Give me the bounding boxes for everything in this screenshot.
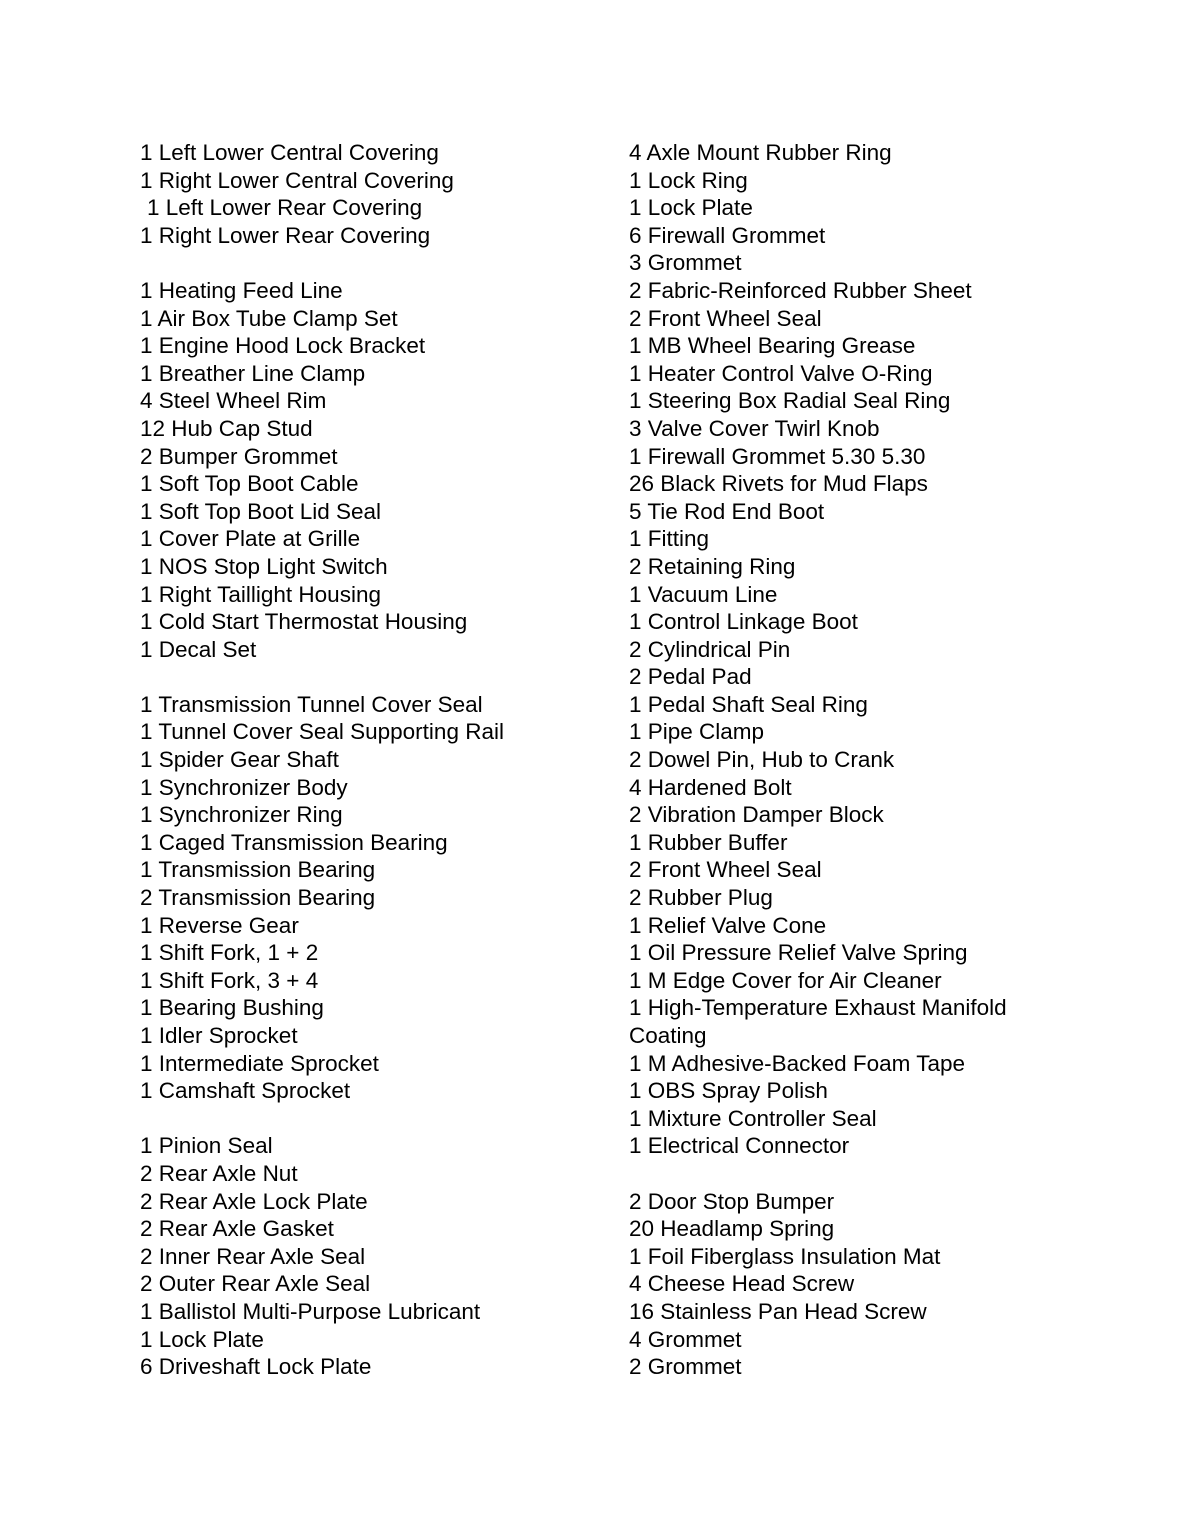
- parts-list-item: 1 Cover Plate at Grille: [140, 526, 361, 552]
- parts-list-item: 1 Tunnel Cover Seal Supporting Rail: [140, 719, 504, 745]
- section-spacer: [140, 663, 590, 691]
- parts-list-item: 1 Soft Top Boot Lid Seal: [140, 498, 382, 524]
- parts-list-item: 1 Transmission Bearing: [140, 857, 376, 883]
- parts-list-item: 1 Pedal Shaft Seal Ring: [629, 691, 868, 717]
- parts-list-item: 1 Transmission Tunnel Cover Seal: [140, 691, 483, 717]
- parts-list-item: 1 Ballistol Multi-Purpose Lubricant: [140, 1298, 481, 1324]
- parts-list-item: 1 Rubber Buffer: [629, 829, 788, 855]
- parts-list-item: 1 Reverse Gear: [140, 912, 299, 938]
- parts-list-item: 1 Fitting: [629, 526, 710, 552]
- parts-list-item: 1 Air Box Tube Clamp Set: [140, 305, 398, 331]
- parts-list-item: 2 Outer Rear Axle Seal: [140, 1271, 371, 1297]
- parts-list-item: 2 Rubber Plug: [629, 885, 773, 911]
- parts-list-item: 1 Right Lower Central Covering: [140, 167, 454, 193]
- parts-list-item: 1 M Adhesive-Backed Foam Tape: [629, 1050, 966, 1076]
- parts-list-item: 4 Axle Mount Rubber Ring: [629, 140, 892, 165]
- parts-list-item: 1 Soft Top Boot Cable: [140, 471, 359, 497]
- parts-list-item: 16 Stainless Pan Head Screw: [629, 1298, 927, 1324]
- parts-list-item: 1 OBS Spray Polish: [629, 1078, 828, 1104]
- parts-list-item: 1 M Edge Cover for Air Cleaner: [629, 967, 942, 993]
- parts-list-item: 1 Foil Fiberglass Insulation Mat: [629, 1243, 941, 1269]
- parts-list-item: 4 Hardened Bolt: [629, 774, 792, 800]
- parts-list-item: 1 Breather Line Clamp: [140, 360, 366, 386]
- parts-list-item: 1 Heater Control Valve O-Ring: [629, 360, 933, 386]
- parts-list-item: 2 Rear Axle Lock Plate: [140, 1188, 368, 1214]
- parts-list-item: 2 Rear Axle Gasket: [140, 1216, 334, 1242]
- parts-list-item: 2 Retaining Ring: [629, 553, 796, 579]
- section-spacer: [140, 1105, 590, 1133]
- parts-list-item: 1 Lock Plate: [629, 195, 753, 221]
- parts-list-item: 1 Left Lower Central Covering: [140, 140, 439, 165]
- parts-list-item: 1 Camshaft Sprocket: [140, 1078, 351, 1104]
- parts-list-item: 2 Transmission Bearing: [140, 885, 376, 911]
- parts-list-item: 2 Rear Axle Nut: [140, 1160, 298, 1186]
- parts-list-item: 1 Firewall Grommet 5.30 5.30: [629, 443, 926, 469]
- parts-list-item: 2 Fabric-Reinforced Rubber Sheet: [629, 277, 972, 303]
- parts-list-item: 6 Driveshaft Lock Plate: [140, 1354, 372, 1380]
- section-spacer: [140, 249, 590, 277]
- parts-list-item: 26 Black Rivets for Mud Flaps: [629, 471, 928, 497]
- parts-list-item: 1 Caged Transmission Bearing: [140, 829, 448, 855]
- parts-list-item: 2 Vibration Damper Block: [629, 802, 884, 828]
- parts-list-item: 1 Shift Fork, 1 + 2: [140, 940, 319, 966]
- parts-list-item: 1 Left Lower Rear Covering: [147, 195, 423, 221]
- parts-list-item: 1 Mixture Controller Seal: [629, 1105, 877, 1131]
- parts-list-item: 1 MB Wheel Bearing Grease: [629, 333, 916, 359]
- left-parts-column: [140, 139, 590, 1381]
- parts-list-item: 1 Heating Feed Line: [140, 277, 343, 303]
- parts-list-item: 2 Pedal Pad: [629, 664, 752, 690]
- parts-list-item: 2 Grommet: [629, 1354, 742, 1380]
- parts-list-item: 1 Spider Gear Shaft: [140, 747, 339, 773]
- parts-list-item: 1 Right Lower Rear Covering: [140, 222, 431, 248]
- parts-list-item: 2 Inner Rear Axle Seal: [140, 1243, 366, 1269]
- parts-list-item: 1 Intermediate Sprocket: [140, 1050, 379, 1076]
- parts-list-item: 1 Electrical Connector: [629, 1133, 850, 1159]
- section-spacer: [629, 1160, 1049, 1188]
- parts-list-item: 1 Decal Set: [140, 636, 257, 662]
- parts-list-item: 1 Engine Hood Lock Bracket: [140, 333, 426, 359]
- parts-list-item: 1 Pipe Clamp: [629, 719, 765, 745]
- parts-list-item: 6 Firewall Grommet: [629, 222, 826, 248]
- parts-list-item: 1 Right Taillight Housing: [140, 581, 381, 607]
- parts-list-item: 1 Synchronizer Body: [140, 774, 348, 800]
- parts-list-item: 1 Pinion Seal: [140, 1133, 273, 1159]
- parts-list-item: 12 Hub Cap Stud: [140, 415, 313, 441]
- parts-list-item: 2 Dowel Pin, Hub to Crank: [629, 747, 895, 773]
- parts-list-item: 1 Vacuum Line: [629, 581, 778, 607]
- parts-list-item: 2 Door Stop Bumper: [629, 1188, 835, 1214]
- parts-list-item: 1 Steering Box Radial Seal Ring: [629, 388, 951, 414]
- parts-list-item: 1 Lock Plate: [140, 1326, 264, 1352]
- parts-list-item: 20 Headlamp Spring: [629, 1216, 835, 1242]
- parts-list-item: 1 Lock Ring: [629, 167, 748, 193]
- right-parts-column: [629, 139, 1049, 1381]
- parts-list-item: 1 Cold Start Thermostat Housing: [140, 609, 468, 635]
- parts-list-item: 2 Cylindrical Pin: [629, 636, 791, 662]
- parts-list-item: 1 Relief Valve Cone: [629, 912, 827, 938]
- parts-list-item: 1 Synchronizer Ring: [140, 802, 343, 828]
- parts-list-item: 1 Control Linkage Boot: [629, 609, 858, 635]
- parts-list-item: 4 Cheese Head Screw: [629, 1271, 855, 1297]
- parts-list-item: 1 Idler Sprocket: [140, 1023, 298, 1048]
- parts-list-item: 3 Grommet: [629, 250, 742, 276]
- parts-list-item: 2 Front Wheel Seal: [629, 305, 822, 331]
- parts-list-item: 2 Front Wheel Seal: [629, 857, 822, 883]
- parts-list-item: 4 Steel Wheel Rim: [140, 388, 327, 414]
- parts-list-item: 4 Grommet: [629, 1326, 742, 1352]
- parts-list-item: 1 High-Temperature Exhaust Manifold Coating: [629, 995, 1007, 1048]
- parts-list-item: 2 Bumper Grommet: [140, 443, 338, 469]
- parts-list-item: 1 Shift Fork, 3 + 4: [140, 967, 319, 993]
- parts-list-item: 5 Tie Rod End Boot: [629, 498, 825, 524]
- parts-list-item: 3 Valve Cover Twirl Knob: [629, 415, 880, 441]
- parts-list-item: 1 Bearing Bushing: [140, 995, 324, 1021]
- parts-list-item: 1 Oil Pressure Relief Valve Spring: [629, 940, 968, 966]
- parts-list-item: 1 NOS Stop Light Switch: [140, 553, 388, 579]
